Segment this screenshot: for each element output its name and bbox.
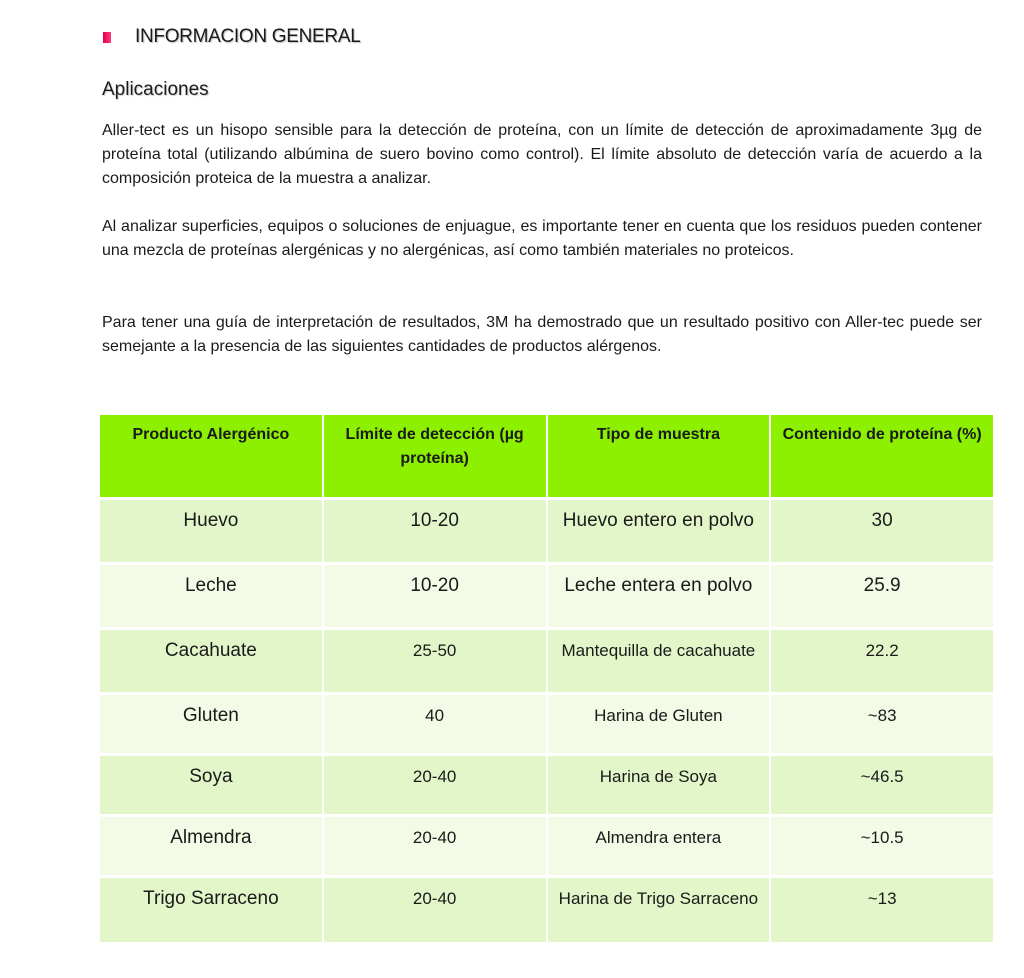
section-title: INFORMACION GENERAL (135, 26, 361, 47)
cell-producto: Cacahuate (100, 630, 322, 692)
cell-tipo: Huevo entero en polvo (548, 500, 770, 562)
header-contenido: Contenido de proteína (%) (771, 415, 993, 497)
cell-tipo: Leche entera en polvo (548, 565, 770, 627)
cell-tipo: Mantequilla de cacahuate (548, 630, 770, 692)
cell-producto: Leche (100, 565, 322, 627)
table-row (100, 756, 993, 814)
cell-producto: Huevo (100, 500, 322, 562)
cell-contenido: ~83 (771, 695, 993, 753)
allergen-table (98, 415, 995, 942)
header-producto: Producto Alergénico (100, 415, 322, 497)
cell-producto: Soya (100, 756, 322, 814)
table-row (100, 565, 993, 627)
header-tipo: Tipo de muestra (548, 415, 770, 497)
cell-producto: Almendra (100, 817, 322, 875)
header-limite: Límite de detección (µg proteína) (324, 415, 546, 497)
cell-tipo: Harina de Gluten (548, 695, 770, 753)
section-heading (103, 26, 361, 48)
cell-limite: 40 (324, 695, 546, 753)
cell-tipo: Harina de Soya (548, 756, 770, 814)
table-header-row (100, 415, 993, 497)
cell-limite: 25-50 (324, 630, 546, 692)
cell-contenido: ~46.5 (771, 756, 993, 814)
cell-limite: 20-40 (324, 817, 546, 875)
cell-limite: 20-40 (324, 878, 546, 942)
cell-limite: 20-40 (324, 756, 546, 814)
cell-contenido: ~13 (771, 878, 993, 942)
cell-limite: 10-20 (324, 565, 546, 627)
cell-contenido: 22.2 (771, 630, 993, 692)
bullet-icon (103, 32, 111, 43)
cell-contenido: 25.9 (771, 565, 993, 627)
paragraph-2: Al analizar superficies, equipos o soluciones de enjuague, es importante tener en cuenta que los residuos pueden contener una mezcla de proteínas alergénicas y no alergénicas, así como también materiales no proteicos. (102, 218, 982, 259)
cell-tipo: Harina de Trigo Sarraceno (548, 878, 770, 942)
cell-tipo: Almendra entera (548, 817, 770, 875)
table-row (100, 695, 993, 753)
paragraph-1: Aller-tect es un hisopo sensible para la detección de proteína, con un límite de detección de aproximadamente 3µg de proteína total (utilizando albúmina de suero bovino como control). El límite absoluto de detección varía de acuerdo a la composición proteica de la muestra a analizar. (102, 122, 982, 187)
cell-producto: Trigo Sarraceno (100, 878, 322, 942)
table-row (100, 630, 993, 692)
table-row (100, 817, 993, 875)
cell-producto: Gluten (100, 695, 322, 753)
cell-limite: 10-20 (324, 500, 546, 562)
subtitle: Aplicaciones (102, 79, 209, 100)
cell-contenido: ~10.5 (771, 817, 993, 875)
table-row (100, 878, 993, 942)
paragraph-3: Para tener una guía de interpretación de resultados, 3M ha demostrado que un resultado positivo con Aller-tec puede ser semejante a la presencia de las siguientes cantidades de productos alérgenos. (102, 314, 982, 355)
cell-contenido: 30 (771, 500, 993, 562)
table-row (100, 500, 993, 562)
